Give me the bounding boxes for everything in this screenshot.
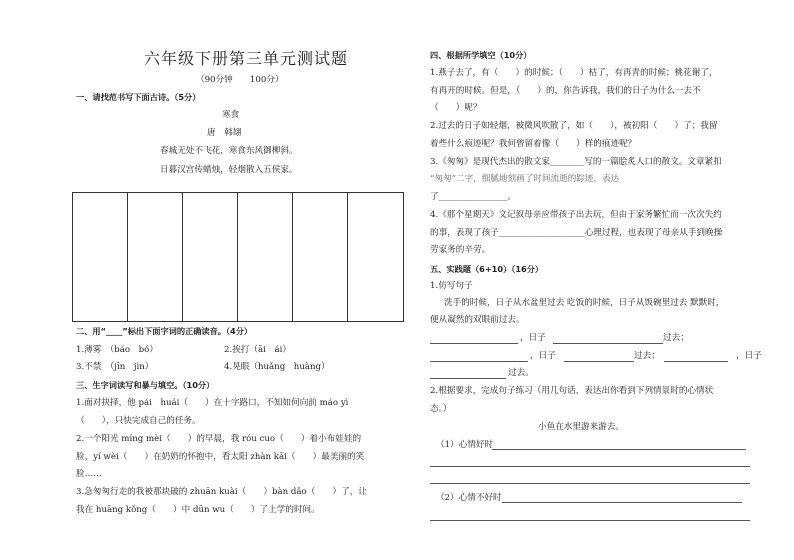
row1-part-b: 过去； — [663, 333, 689, 343]
answer-line[interactable] — [492, 449, 746, 450]
s4-q4-line-2: 的事，表现了孩子____________________心理过程，也表现了母亲从手到晚操 — [430, 228, 723, 238]
s3-q2-line-2: 脸，yí wèi（ ）在奶奶的怀抱中，看太阳 zhàn kāi（ ）最美丽的笑 — [76, 452, 365, 462]
answer-blank[interactable] — [430, 378, 506, 379]
grid-cell-divider — [237, 193, 238, 321]
section-4-heading: 四、根据所学填空（10分） — [430, 50, 532, 60]
subtitle: （90分钟 100分） — [196, 75, 284, 85]
s5-q1-label: 1.仿写句子 — [430, 281, 473, 291]
s4-q1-line-2: 有再开的时候。但是，（ ）的，你告诉我，我们的日子为什么一去不 — [430, 86, 701, 96]
s5-q2-sub1: （1）心情好时 — [436, 440, 494, 450]
answer-blank[interactable] — [430, 361, 528, 362]
s4-q1-line-1: 1.燕子去了，有（ ）的时候；（ ）枯了，有再青的时候；桃花谢了， — [430, 68, 718, 78]
poem-title: 寒食 — [222, 110, 240, 120]
s5-q1-example-2: 便从凝然的双眼前过去。 — [430, 315, 525, 325]
row3-end: 过去。 — [508, 368, 534, 378]
s3-q2-line-3: 脸…… — [76, 469, 102, 479]
poem-author: 唐 韩翃 — [207, 128, 242, 138]
section-1-heading: 一、请找范书写下面古诗。（5分） — [76, 92, 201, 102]
row2-part-b: 过去； — [634, 351, 660, 361]
s5-q2-prompt: 小鱼在水里游来游去。 — [538, 422, 624, 432]
row1-part-a: ，日子 — [520, 333, 546, 343]
section-5-heading: 五、实践题（6+10）（16分） — [430, 264, 544, 274]
s4-q4-line-3: 劳家务的辛劳。 — [430, 245, 491, 255]
poem-line-1: 春城无处不飞花，寒食东风御柳斜。 — [160, 146, 298, 156]
row2-part-a: ，日子 — [530, 351, 556, 361]
section-2-heading: 二、用“____”标出下面字词的正确读音。（4分） — [76, 326, 253, 336]
answer-blank[interactable] — [553, 343, 663, 344]
section-3-heading: 三、生字词读写和暴与填空。（10分） — [76, 380, 215, 390]
poem-line-2: 日暮汉宫传蜡烛，轻烟散入五侯家。 — [160, 165, 298, 175]
s4-q1-line-3: （ ）呢？ — [430, 103, 482, 113]
grid-cell-divider — [127, 193, 128, 321]
answer-line[interactable] — [430, 483, 750, 484]
page-title: 六年级下册第三单元测试题 — [144, 49, 349, 68]
s4-q4-line-1: 4.《那个星期天》文记叙母亲应带孩子出去玩，但由于家务繁忙而一次次失约 — [430, 210, 722, 220]
s5-q1-example-1: 洗手的时候，日子从水盆里过去 吃饭的时候，日子从饭碗里过去 默默时， — [444, 298, 725, 308]
answer-blank[interactable] — [664, 361, 728, 362]
s4-q2-line-1: 2.过去的日子如轻烟，被微风吹散了，如（ ），被初阳（ ）了；我留 — [430, 121, 718, 131]
s3-q3-line-1: 3.急匆匆行走的我被那块破的 zhuān kuài（ ）bàn dǎo（ ）了，让 — [76, 487, 367, 497]
s5-q2-line-1: 2.根据要求，完成句子练习（用几句话，表达出你看到下列情景时的心情状 — [430, 386, 714, 396]
s4-q2-line-2: 着些什么痕迹呢？我何曾留着像（ ）样的痕迹呢？ — [430, 139, 637, 149]
s5-q2-sub2: （2）心情不好时 — [436, 493, 502, 503]
s5-q2-line-2: 态。） — [430, 404, 452, 414]
s4-q3-line-1: 3.《匆匆》是现代杰出的散文家________写的一篇脍炙人口的散文。文章紧扣 — [430, 157, 722, 167]
s3-q1-line-1: 1.面对抉择，他 pái huái（ ）在十字路口，不知如何向前 máo yì — [76, 398, 349, 408]
row2-part-c: ，日子 — [736, 351, 762, 361]
s3-q2-line-1: 2.一个阳光 míng mèi（ ）的早晨，我 róu cuo（ ）着小布娃娃的 — [76, 434, 362, 444]
s4-q3-line-2: “匆匆”二字，细腻地刻画了时间流逝的踪迹，表达 — [430, 174, 620, 184]
s4-q3-line-3: 了________________。 — [430, 192, 516, 202]
pinyin-item-4: 4.晃眼（huǎng huàng） — [224, 362, 330, 372]
answer-line[interactable] — [502, 502, 742, 503]
pinyin-item-2: 2.挨打（āi ái） — [224, 345, 291, 355]
answer-line[interactable] — [430, 466, 750, 467]
grid-cell-divider — [182, 193, 183, 321]
writing-grid[interactable] — [72, 192, 404, 322]
grid-cell-divider — [347, 193, 348, 321]
grid-cell-divider — [292, 193, 293, 321]
pinyin-item-3: 3.不禁 （jīn jìn） — [76, 362, 154, 372]
answer-line[interactable] — [430, 520, 750, 521]
pinyin-item-1: 1.薄雾 （báo bó） — [76, 345, 158, 355]
s3-q1-line-2: （ ），只快完成自己的任务。 — [76, 416, 201, 426]
answer-blank[interactable] — [564, 361, 634, 362]
s3-q3-line-2: 我在 huāng kǒng（ ）中 dūn wu（ ）了上学的时间。 — [76, 505, 320, 515]
answer-blank[interactable] — [430, 343, 518, 344]
